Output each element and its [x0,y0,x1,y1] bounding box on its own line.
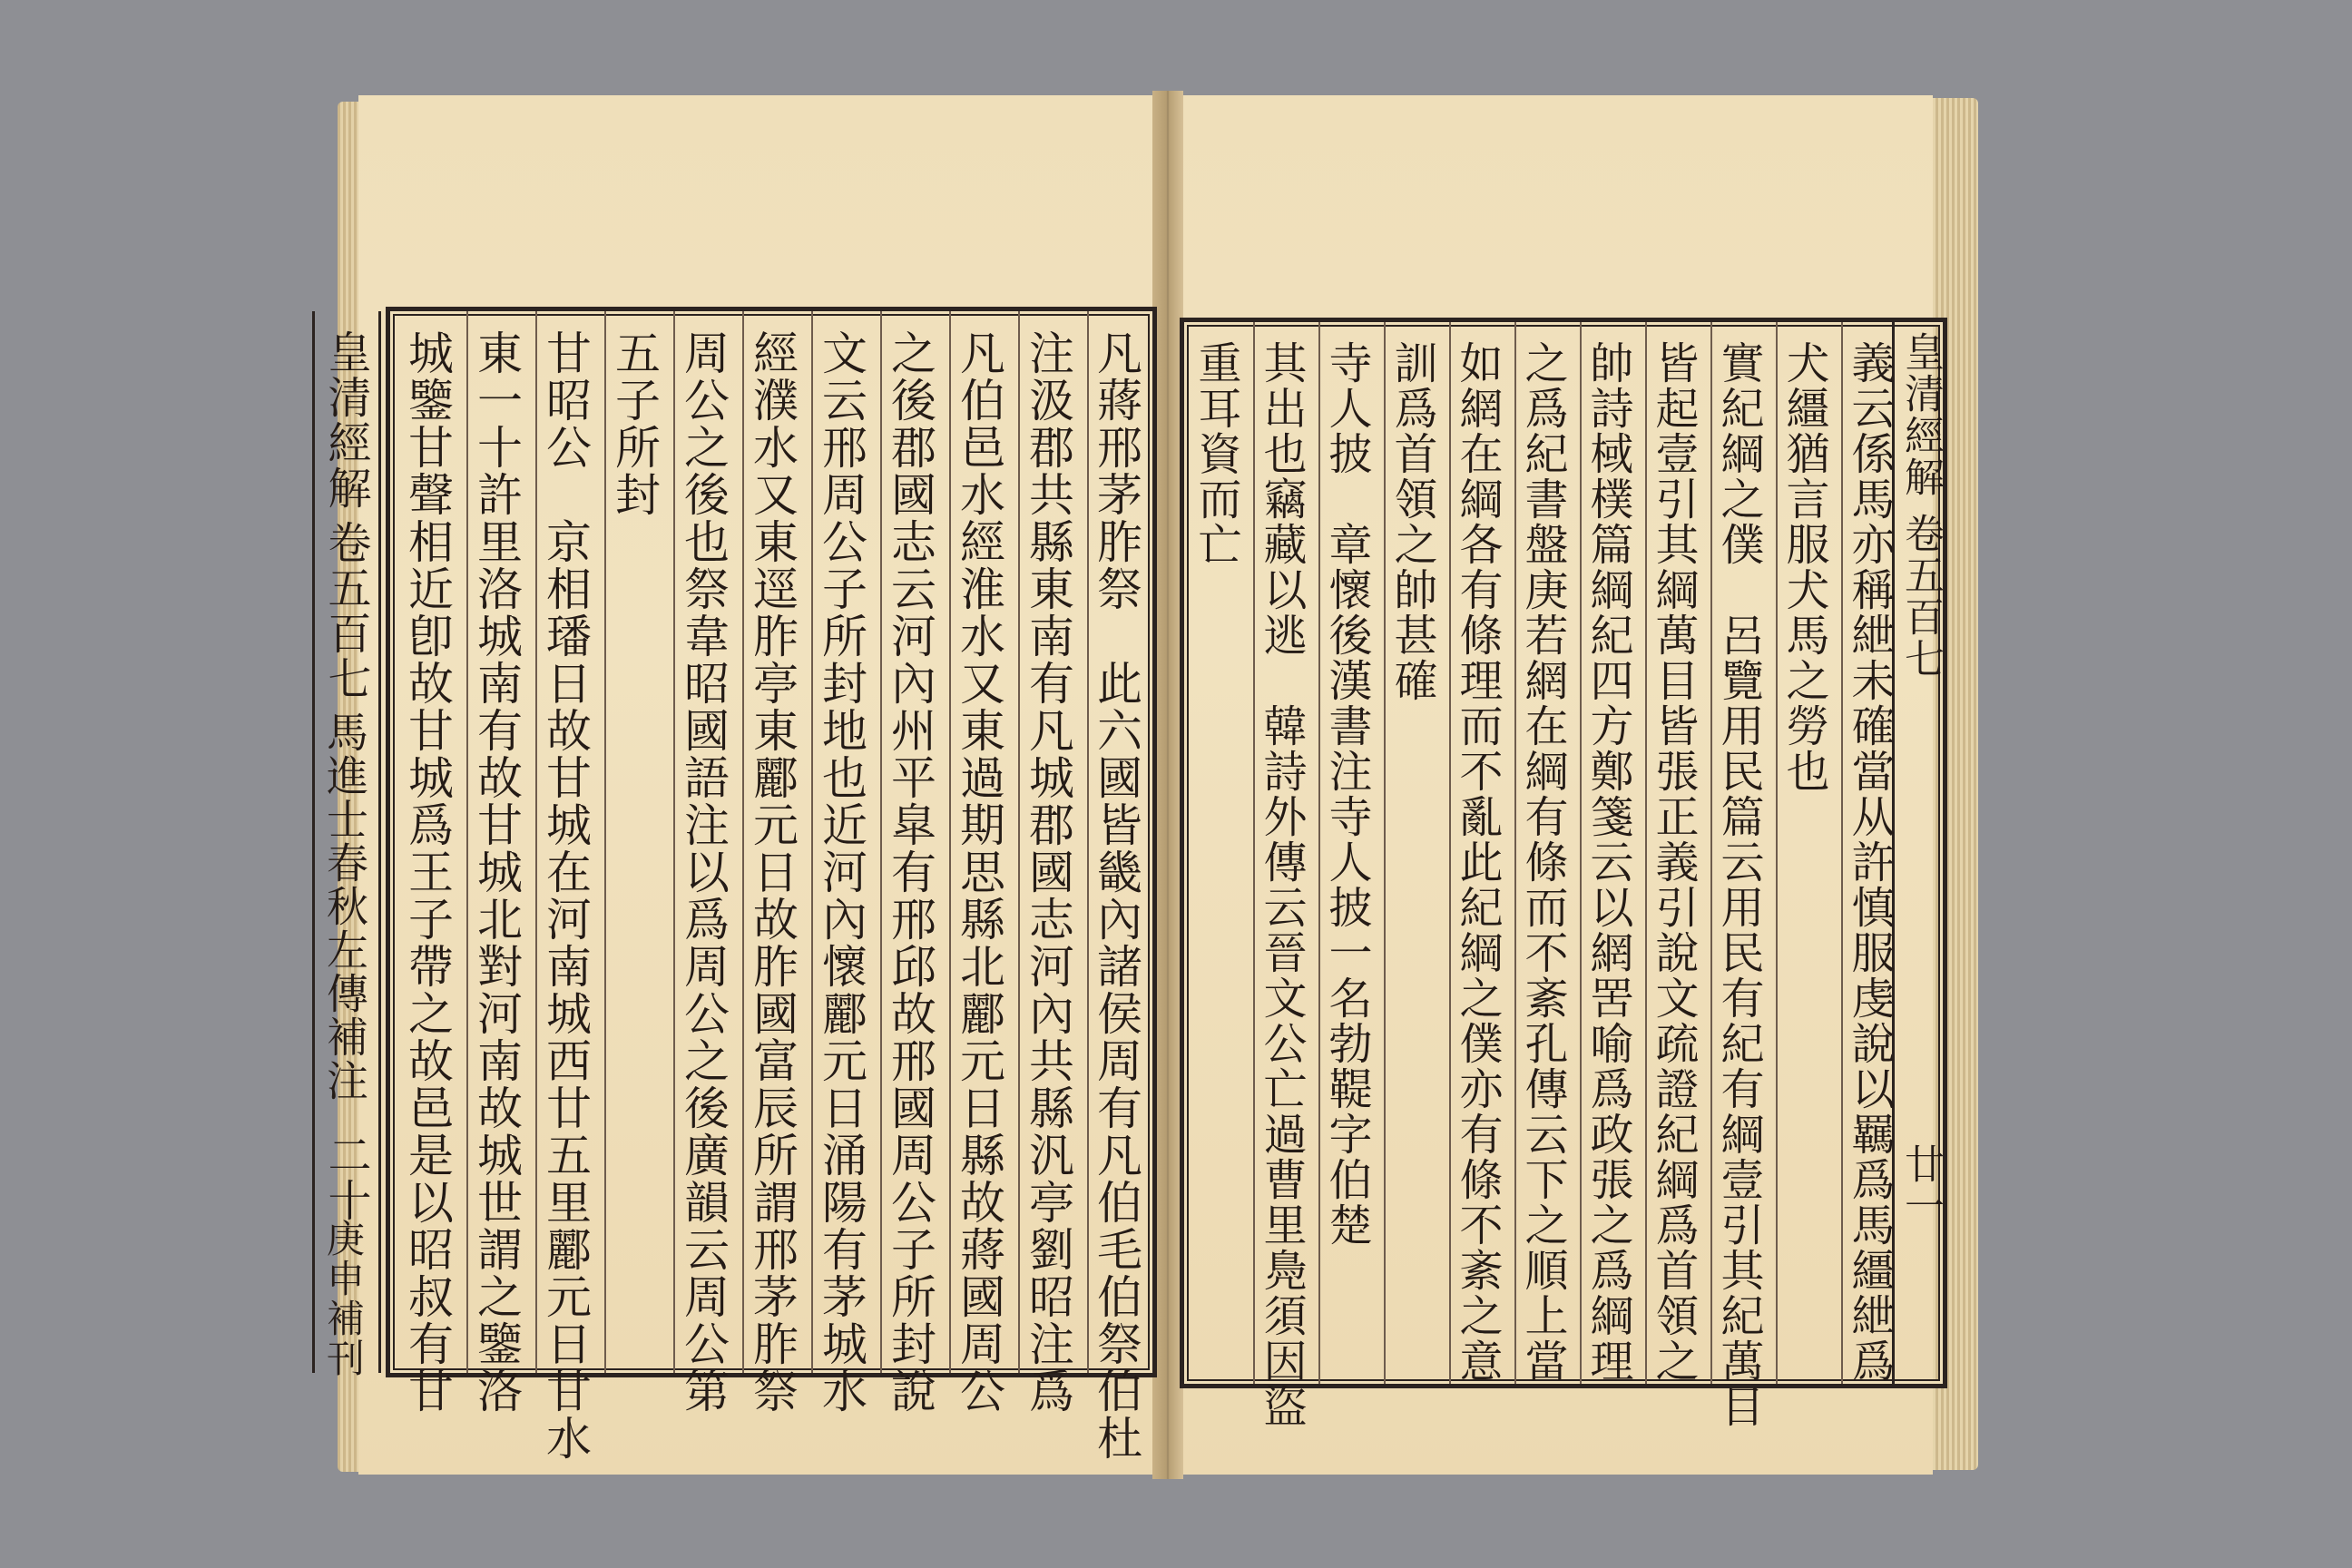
text-column: 訓爲首領之帥甚確 [1387,340,1437,703]
right-fold-margin [1892,322,1951,1384]
right-margin-title: 皇清經解 [1897,331,1944,498]
column-rule [1318,322,1320,1384]
text-column: 城鑒甘聲相近卽故甘城爲王子帶之故邑是以昭叔有甘 [401,329,454,1415]
column-rule [1018,311,1020,1373]
text-column: 東一十許里洛城南有故甘城北對河南故城世謂之鑒洛 [470,329,523,1415]
text-column: 如網在綱各有條理而不亂此紀綱之僕亦有條不紊之意 [1452,340,1503,1384]
text-column: 注汲郡共縣東南有凡城郡國志河內共縣汎亭劉昭注爲 [1022,329,1074,1415]
column-rule [1645,322,1647,1384]
column-rule [880,311,882,1373]
column-rule [673,311,675,1373]
right-margin-folio: 廿一 [1897,1143,1944,1227]
text-column: 凡伯邑水經淮水又東過期思縣北酈元日縣故蔣國周公 [953,329,1005,1415]
text-column: 之爲紀書盤庚若網在綱有條而不紊孔傳云下之順上當 [1517,340,1568,1384]
column-rule [811,311,813,1373]
text-column: 周公之後也祭韋昭國語注以爲周公之後廣韻云周公第 [677,329,730,1415]
text-column: 之後郡國志云河內州平皐有邢邱故邢國周公子所封說 [884,329,936,1415]
text-column: 寺人披 章懷後漢書注寺人披一名勃鞮字伯楚 [1321,340,1372,1248]
column-rule [466,311,468,1373]
text-column: 帥詩棫樸篇綱紀四方鄭箋云以網罟喻爲政張之爲綱理 [1583,340,1633,1384]
column-rule [1253,322,1255,1384]
column-rule [1087,311,1089,1373]
book-gutter [1152,91,1183,1479]
left-margin-title: 皇清經解 [320,329,371,511]
left-page-frame [320,307,1157,1462]
left-margin-folio: 二十 [320,1132,371,1223]
text-column: 凡蔣邢茅胙祭 此六國皆畿內諸侯周有凡伯毛伯祭伯杜 [1090,329,1142,1462]
right-page-frame [1180,318,1947,1429]
column-rule [1710,322,1712,1384]
text-column: 其出也竊藏以逃 韓詩外傳云晉文公亡過曹里鳧須因盜 [1256,340,1307,1429]
text-column: 五子所封 [608,329,661,518]
left-margin-author: 馬進士春秋左傳補注 [320,710,369,1102]
text-column: 文云邢周公子所封地也近河內懷酈元日涌陽有茅城水 [815,329,867,1415]
column-rule [604,311,606,1373]
column-rule [949,311,951,1373]
text-column: 犬繮猶言服犬馬之勞也 [1779,340,1829,794]
text-column: 經濮水又東逕胙亭東酈元日故胙國富辰所謂邢茅胙祭 [746,329,799,1415]
text-column: 重耳資而亡 [1191,340,1241,567]
text-column: 皆起壹引其綱萬目皆張正義引說文疏證紀綱爲首領之 [1648,340,1699,1384]
text-column: 義云係馬亦稱紲未確當从許慎服虔說以羈爲馬繮紲爲 [1844,340,1895,1384]
text-column: 甘昭公 京相璠日故甘城在河南城西廿五里酈元日甘水 [539,329,592,1462]
column-rule [1580,322,1582,1384]
right-margin-volume: 卷五百七 [1897,513,1944,680]
column-rule [742,311,744,1373]
column-rule [1384,322,1386,1384]
column-rule [1776,322,1778,1384]
left-fold-margin [312,311,381,1378]
left-margin-edition: 庚申補刊 [321,1219,366,1378]
column-rule [1449,322,1451,1384]
left-margin-volume: 卷五百七 [320,520,371,701]
column-rule [1841,322,1843,1384]
column-rule [535,311,537,1373]
column-rule [1514,322,1516,1384]
text-column: 實紀綱之僕 呂覽用民篇云用民有紀有綱壹引其紀萬目 [1713,340,1764,1429]
